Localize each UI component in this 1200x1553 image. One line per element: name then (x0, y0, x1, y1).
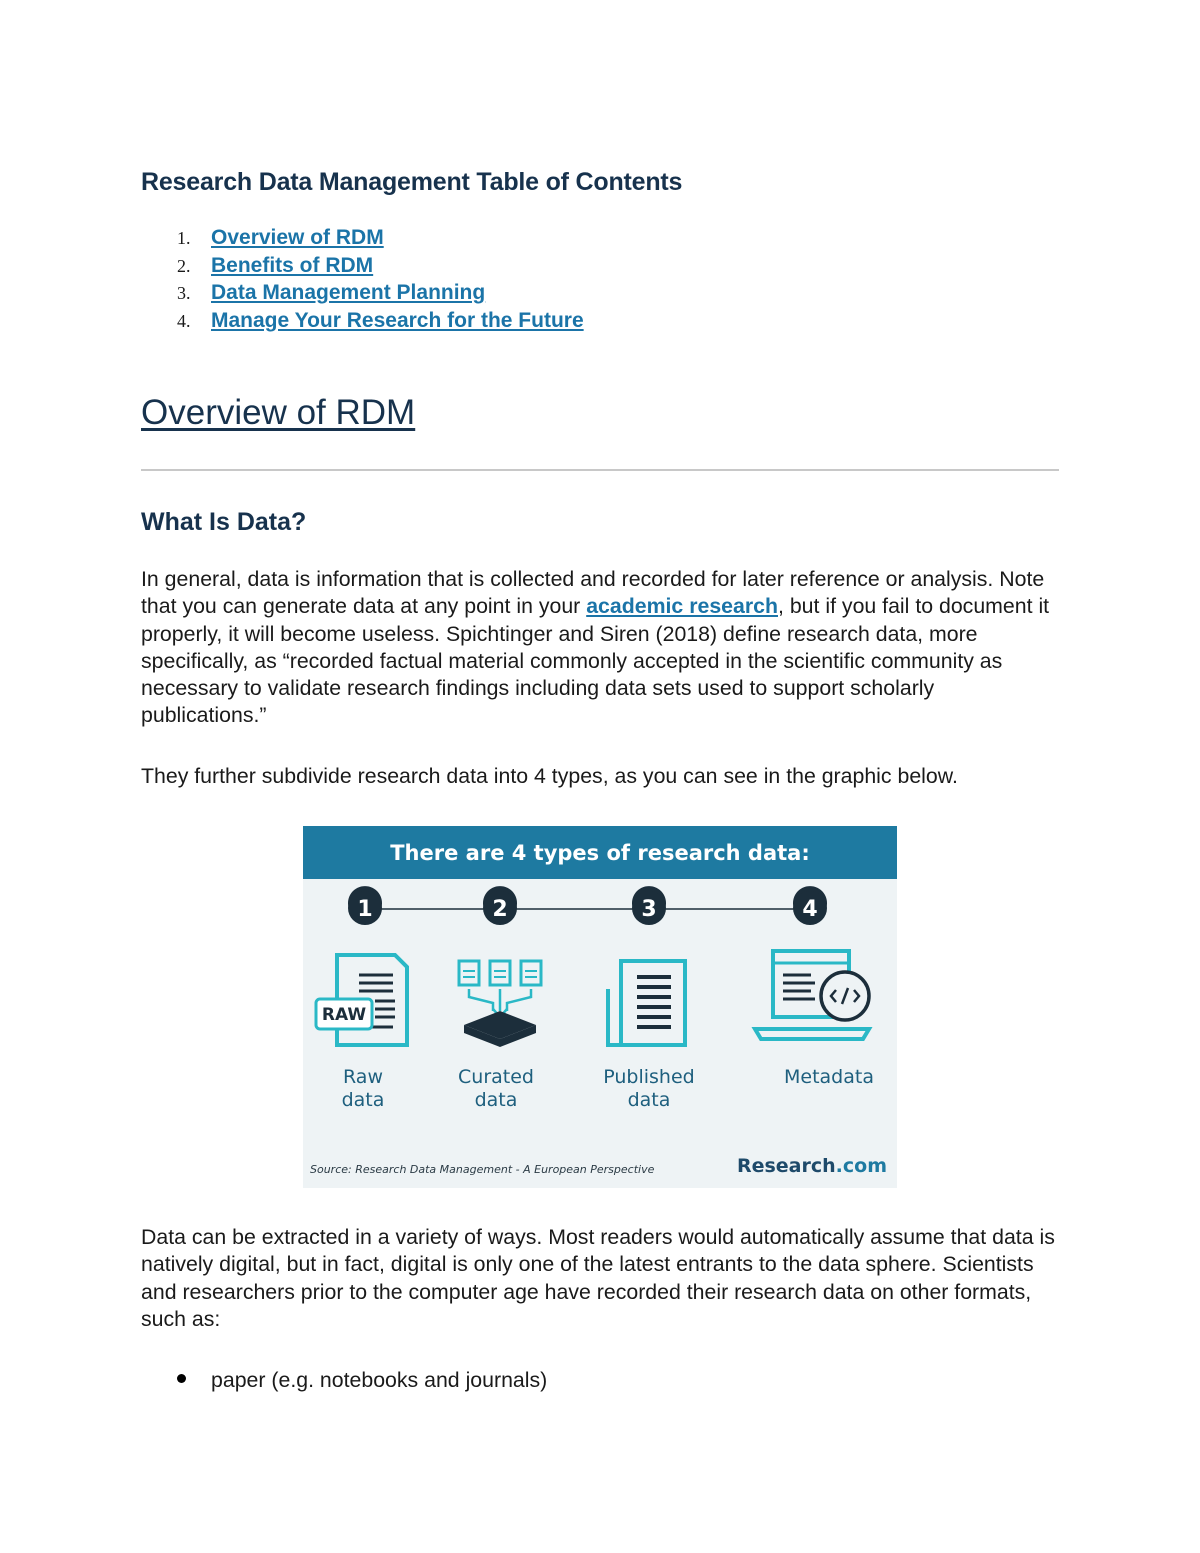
type-label-line: data (474, 1089, 518, 1111)
bullet-list (141, 1367, 547, 1394)
step-number: 1 (357, 897, 373, 922)
table-of-contents (141, 226, 584, 336)
section-heading: Overview of RDM (141, 393, 416, 432)
step-number: 4 (802, 897, 818, 922)
research-data-types-graphic (303, 826, 897, 1188)
toc-link-benefits[interactable]: Benefits of RDM (211, 253, 374, 277)
type-label-metadata (769, 1066, 889, 1089)
paragraph-text: In general, data is information that is collected and recorded for later reference or analysis. Note that you can generate data at any point in your (141, 567, 1045, 619)
curated-files-icon (459, 961, 541, 1047)
subsection-heading: What Is Data? (141, 508, 307, 536)
step-number: 3 (641, 897, 657, 922)
paragraph-definition (141, 566, 1059, 730)
brand-suffix: .com (835, 1155, 887, 1177)
toc-number: 4. (177, 310, 191, 331)
academic-research-link[interactable]: academic research (586, 594, 778, 619)
toc-item (141, 309, 584, 337)
brand-logo (737, 1155, 887, 1177)
type-label-published (589, 1066, 709, 1112)
list-item-text: paper (e.g. notebooks and journals) (211, 1368, 548, 1392)
toc-item (141, 281, 584, 309)
list-item (141, 1367, 547, 1394)
type-label-curated (436, 1066, 556, 1112)
step-marker-3 (632, 886, 666, 925)
metadata-code-icon (755, 951, 869, 1039)
published-document-icon (608, 961, 685, 1045)
step-marker-4 (793, 886, 827, 925)
step-marker-1 (348, 886, 382, 925)
toc-item (141, 254, 584, 282)
type-label-line: Curated (458, 1066, 534, 1088)
horizontal-rule (141, 469, 1059, 471)
type-label-raw (303, 1066, 423, 1112)
raw-document-icon (316, 955, 407, 1045)
type-label-line: data (341, 1089, 385, 1111)
raw-tag: RAW (321, 1005, 367, 1025)
toc-number: 2. (177, 255, 191, 276)
bullet-icon (177, 1374, 186, 1383)
toc-number: 1. (177, 228, 191, 248)
brand-name: Research (736, 1155, 836, 1177)
step-number: 2 (492, 897, 508, 922)
type-label-line: Raw (343, 1066, 383, 1088)
paragraph-types-intro: They further subdivide research data into 4 types, as you can see in the graphic below. (141, 764, 958, 788)
toc-item (141, 226, 584, 254)
graphic-header: There are 4 types of research data: (303, 826, 897, 879)
toc-link-planning[interactable]: Data Management Planning (211, 281, 486, 304)
paragraph-text: , but if you fail to document it properly, it will become useless. Spichtinger and Siren (2018) define research data, more specifically, as “recorded factual material commonly accepted in the scientific community as necessary to validate research findings including data sets used to support scholarly publications.” (141, 594, 1050, 728)
type-label-line: data (627, 1089, 671, 1111)
type-label-line: Metadata (784, 1066, 874, 1088)
toc-link-future[interactable]: Manage Your Research for the Future (211, 308, 584, 332)
graphic-source: Source: Research Data Management - A European Perspective (310, 1163, 655, 1176)
toc-number: 3. (177, 283, 191, 303)
paragraph-extraction: Data can be extracted in a variety of ways. Most readers would automatically assume that data is natively digital, but in fact, digital is only one of the latest entrants to the data sphere. Scientists and researchers prior to the computer age have recorded their research data on other formats, such as: (141, 1225, 1055, 1331)
toc-link-overview[interactable]: Overview of RDM (211, 226, 384, 249)
toc-title: Research Data Management Table of Contents (141, 168, 683, 196)
type-label-line: Published (603, 1066, 695, 1088)
step-marker-2 (483, 886, 517, 925)
